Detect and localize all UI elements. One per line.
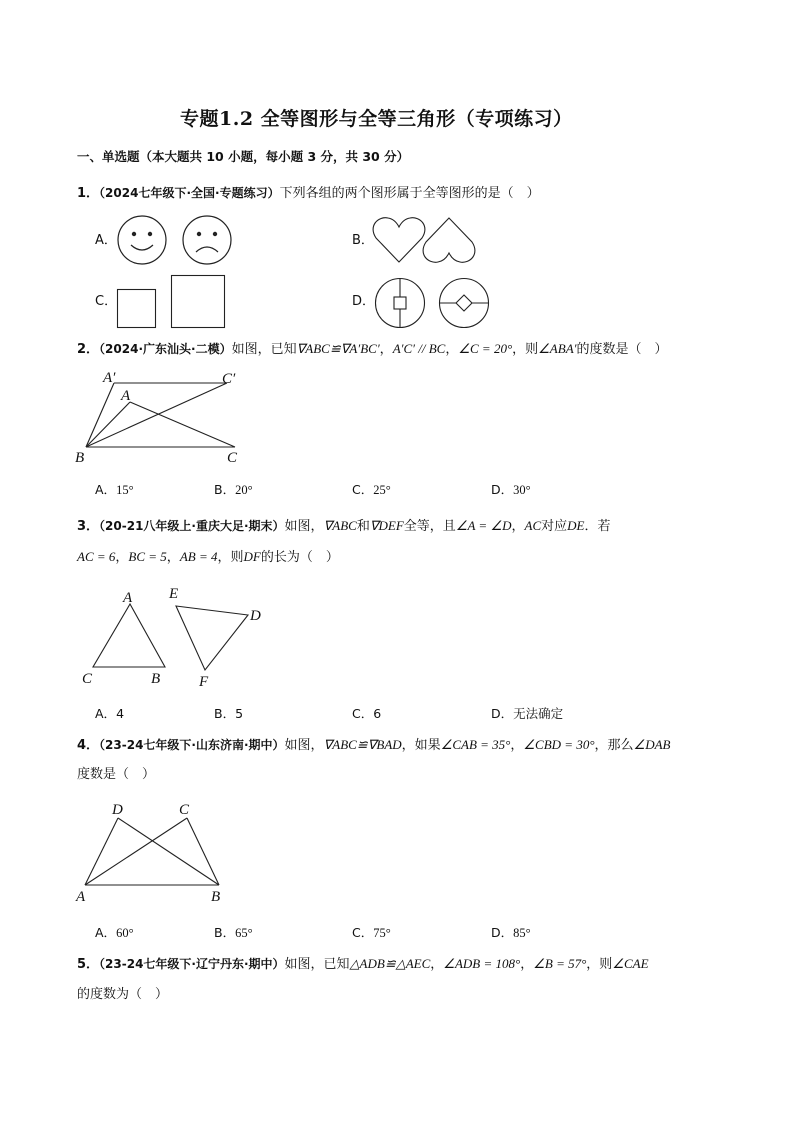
congruence-expression: ∇ABC≌∇BAD <box>323 737 402 752</box>
question-text: 如图， <box>284 738 324 753</box>
q4-option-a: A．60° <box>95 925 134 940</box>
separator: ， <box>511 519 525 534</box>
label-f: F <box>199 674 209 690</box>
separator: ， <box>510 738 524 753</box>
congruence-expression: ∇ABC≌∇A′BC′ <box>296 341 380 356</box>
page-title: 专题1.2 全等图形与全等三角形（专项练习） <box>180 108 573 130</box>
q4-option-d: D．85° <box>491 925 531 940</box>
question-source: （2024·广东汕头·二模） <box>99 342 232 356</box>
q2-option-b: B．20° <box>214 482 253 497</box>
angle-cbd: ∠CBD = 30° <box>523 737 595 752</box>
question-text: 对应 <box>541 519 568 534</box>
question-source: （20-21八年级上·重庆大足·期末） <box>99 519 285 533</box>
angle-cae: ∠CAE <box>612 956 649 971</box>
parallel-expression: A′C′ // BC <box>392 341 446 356</box>
angle-condition: ∠A = ∠D <box>455 518 512 533</box>
separator: ， <box>430 957 444 972</box>
q2-option-c: C．25° <box>352 482 391 497</box>
question-text: 如图，已知 <box>231 342 297 357</box>
question-number: 3． <box>77 519 100 534</box>
question-5-stem-line1 <box>77 955 649 974</box>
label-b: B <box>151 671 161 687</box>
question-text: 和 <box>356 519 370 534</box>
label-c: C <box>179 802 190 818</box>
question-text: ，则 <box>512 342 539 357</box>
triangle-def: ∇DEF <box>369 518 404 533</box>
heart-figure-inverted <box>422 216 476 264</box>
option-b-label: B． <box>352 233 374 248</box>
label-a: A <box>123 590 133 606</box>
asked-angle: ∠ABA′ <box>538 341 577 356</box>
question-source: （2024七年级下·全国·专题练习） <box>99 186 280 200</box>
length-ac: AC = 6 <box>77 549 116 564</box>
smiley-face-figure <box>117 215 167 265</box>
q3-option-b: B．5 <box>214 706 244 721</box>
large-square-figure <box>171 275 226 329</box>
q3-option-c: C．6 <box>352 706 382 721</box>
angle-condition: ∠C = 20° <box>458 341 513 356</box>
question-text: ，如果 <box>401 738 441 753</box>
q2-option-a: A．15° <box>95 482 134 497</box>
label-b: B <box>211 889 221 905</box>
question-3-stem-line2 <box>77 548 339 567</box>
label-c: C <box>82 671 93 687</box>
label-a: A <box>121 388 131 404</box>
question-4-stem-line1 <box>77 736 670 755</box>
question-text: 如图， <box>284 519 324 534</box>
small-square-figure <box>117 289 157 329</box>
label-b: B <box>75 450 85 466</box>
circle-with-diamond-figure <box>438 277 490 329</box>
q2-option-d: D．30° <box>491 482 531 497</box>
question-text: 如图，已知 <box>284 957 350 972</box>
q3-option-a: A．4 <box>95 706 125 721</box>
label-c-prime: C′ <box>222 371 236 387</box>
question-number: 2． <box>77 342 100 357</box>
question-source: （23-24七年级下·山东济南·期中） <box>99 738 285 752</box>
label-a: A <box>76 889 86 905</box>
separator: ， <box>166 550 180 565</box>
option-d-label: D． <box>352 294 376 309</box>
length-ab: AB = 4 <box>179 549 218 564</box>
segment-ac: AC <box>524 518 542 533</box>
angle-dab: ∠DAB <box>633 737 671 752</box>
q4-option-b: B．65° <box>214 925 253 940</box>
q3-option-d: D．无法确定 <box>491 706 564 721</box>
question-source: （23-24七年级下·辽宁丹东·期中） <box>99 957 285 971</box>
question-number: 1． <box>77 186 100 201</box>
circle-with-square-figure <box>374 277 426 329</box>
length-bc: BC = 5 <box>128 549 167 564</box>
congruence-expression: △ADB≌△AEC <box>349 956 431 971</box>
section-heading: 一、单选题（本大题共 10 小题，每小题 3 分，共 30 分） <box>77 149 410 164</box>
label-e: E <box>169 586 179 602</box>
question-text: ，则 <box>586 957 613 972</box>
triangle-abc: ∇ABC <box>323 518 357 533</box>
question-text: ，则 <box>217 550 244 565</box>
q4-crossed-triangles-figure <box>72 798 232 906</box>
question-text: 下列各组的两个图形属于全等图形的是（ ） <box>279 186 540 201</box>
question-3-stem-line1 <box>77 517 611 536</box>
label-d: D <box>112 802 123 818</box>
q4-option-c: C．75° <box>352 925 391 940</box>
separator: ， <box>379 342 393 357</box>
question-1-stem <box>77 184 540 203</box>
angle-adb: ∠ADB = 108° <box>443 956 521 971</box>
q3-triangles-figure <box>78 582 273 692</box>
question-text: 的度数是（ ） <box>576 342 668 357</box>
separator: ， <box>445 342 459 357</box>
sad-face-figure <box>182 215 232 265</box>
separator: ， <box>520 957 534 972</box>
question-2-stem <box>77 340 668 359</box>
angle-b: ∠B = 57° <box>533 956 587 971</box>
question-5-stem-line2: 的度数为（ ） <box>77 987 169 1002</box>
angle-cab: ∠CAB = 35° <box>440 737 511 752</box>
question-number: 4． <box>77 738 100 753</box>
question-text: ．若 <box>584 519 611 534</box>
question-text: 的长为（ ） <box>260 550 339 565</box>
question-number: 5． <box>77 957 100 972</box>
question-text: 全等，且 <box>403 519 456 534</box>
q2-triangle-figure <box>72 366 247 466</box>
separator: ， <box>115 550 129 565</box>
question-4-stem-line2: 度数是（ ） <box>77 767 156 782</box>
segment-df: DF <box>243 549 261 564</box>
label-d: D <box>250 608 261 624</box>
label-c: C <box>227 450 238 466</box>
label-a-prime: A′ <box>103 370 116 386</box>
option-a-label: A． <box>95 233 117 248</box>
heart-figure-upright <box>372 216 426 264</box>
segment-de: DE <box>567 518 585 533</box>
question-text: ，那么 <box>594 738 634 753</box>
option-c-label: C． <box>95 294 118 309</box>
